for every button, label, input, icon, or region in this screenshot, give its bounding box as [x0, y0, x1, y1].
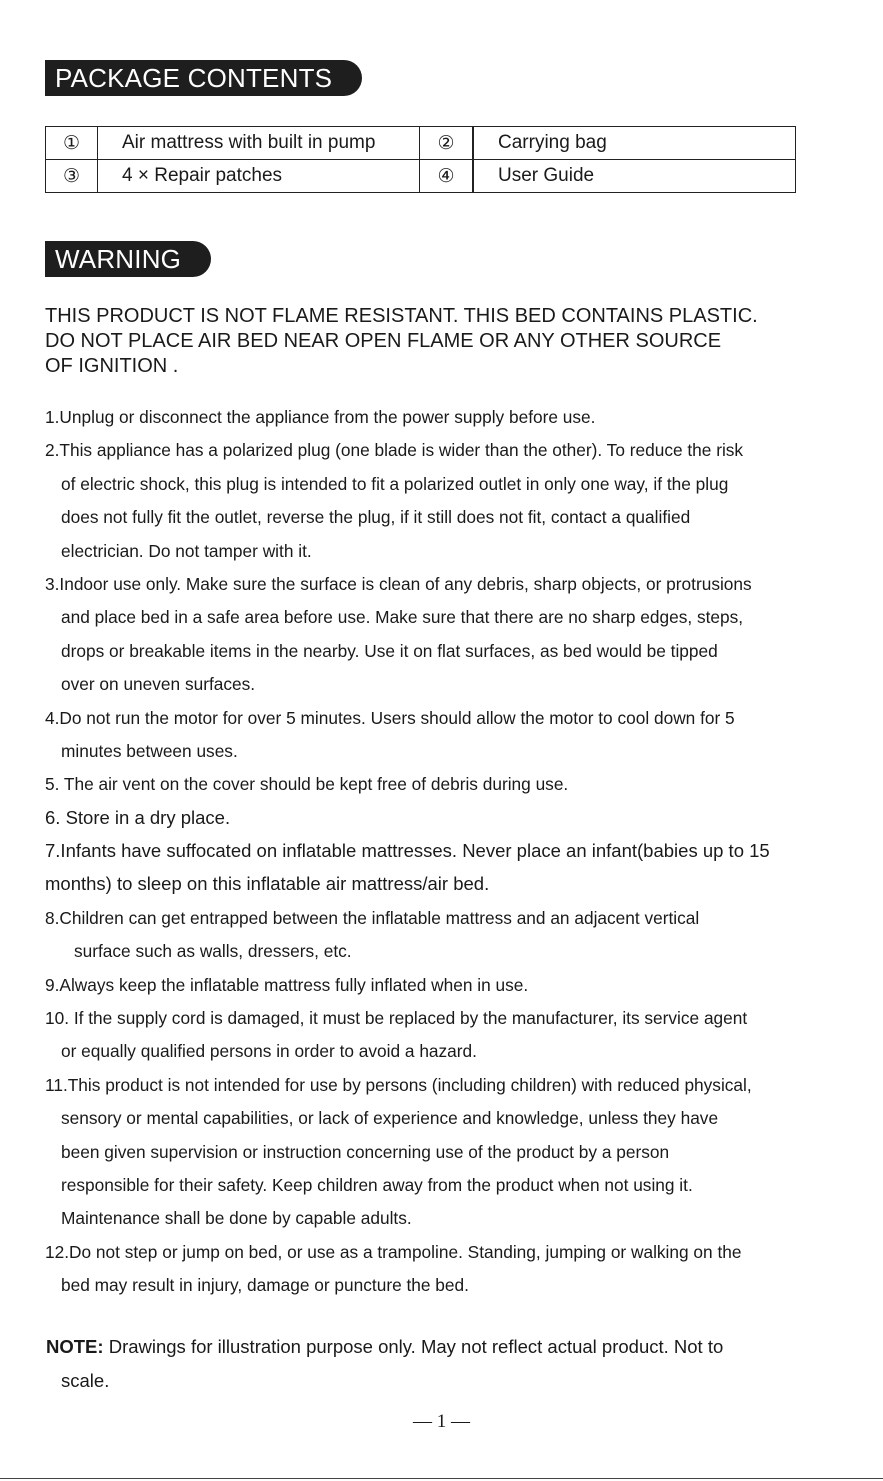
flame-warning-line: OF IGNITION .	[45, 355, 179, 377]
warning-line: electrician. Do not tamper with it.	[61, 540, 312, 561]
warning-line: sensory or mental capabilities, or lack of experience and knowledge, unless they have	[61, 1108, 719, 1129]
warning-line: 9.Always keep the inflatable mattress fully inflated when in use.	[45, 974, 529, 995]
item-number: ②	[420, 127, 474, 160]
page-number: — 1 —	[413, 1411, 470, 1432]
warning-line: 11.This product is not intended for use by persons (including children) with reduced physical,	[45, 1074, 752, 1095]
warning-line: of electric shock, this plug is intended to fit a polarized outlet in only one way, if the plug	[61, 473, 729, 494]
note	[46, 1330, 723, 1398]
bottom-divider	[0, 1478, 883, 1479]
warning-line: or equally qualified persons in order to avoid a hazard.	[61, 1041, 477, 1062]
warning-line: 12.Do not step or jump on bed, or use as a trampoline. Standing, jumping or walking on the	[45, 1241, 742, 1262]
warning-heading: WARNING	[45, 241, 211, 277]
note-line: scale.	[61, 1370, 110, 1391]
note-text: Drawings for illustration purpose only. May not reflect actual product. Not to	[103, 1336, 724, 1357]
item-label: Air mattress with built in pump	[98, 127, 420, 160]
package-contents-heading: PACKAGE CONTENTS	[45, 60, 362, 96]
warning-line: 3.Indoor use only. Make sure the surface is clean of any debris, sharp objects, or protrusions	[45, 573, 752, 594]
table-row	[46, 160, 796, 193]
warning-line: 1.Unplug or disconnect the appliance from the power supply before use.	[45, 407, 596, 427]
warning-line: 4.Do not run the motor for over 5 minutes. Users should allow the motor to cool down for 5	[45, 707, 735, 728]
note-line	[46, 1330, 723, 1364]
item-label: Carrying bag	[473, 127, 796, 160]
warning-line: drops or breakable items in the nearby. Use it on flat surfaces, as bed would be tipped	[61, 640, 718, 661]
flame-warning-line: DO NOT PLACE AIR BED NEAR OPEN FLAME OR ANY OTHER SOURCE	[45, 330, 722, 352]
item-number: ①	[46, 127, 98, 160]
warning-line: does not fully fit the outlet, reverse the plug, if it still does not fit, contact a qualified	[61, 507, 691, 528]
warning-line: 7.Infants have suffocated on inflatable mattresses. Never place an infant(babies up to 15	[45, 840, 770, 862]
warning-line: 2.This appliance has a polarized plug (one blade is wider than the other). To reduce the risk	[45, 440, 744, 461]
item-label: 4 × Repair patches	[98, 160, 420, 193]
table-row	[46, 127, 796, 160]
warning-line: 5. The air vent on the cover should be kept free of debris during use.	[45, 774, 569, 795]
note-label: NOTE:	[46, 1336, 104, 1357]
warning-line: responsible for their safety. Keep children away from the product when not using it.	[61, 1174, 693, 1195]
item-label: User Guide	[473, 160, 796, 193]
warning-list	[45, 402, 845, 1304]
warning-line: and place bed in a safe area before use. Make sure that there are no sharp edges, steps,	[61, 607, 744, 628]
warning-line: over on uneven surfaces.	[61, 674, 256, 695]
flame-warning-line: THIS PRODUCT IS NOT FLAME RESISTANT. THIS BED CONTAINS PLASTIC.	[45, 305, 758, 327]
warning-line: months) to sleep on this inflatable air mattress/air bed.	[45, 873, 490, 895]
package-contents-table	[45, 126, 796, 193]
warning-line: surface such as walls, dressers, etc.	[74, 941, 352, 962]
warning-line: 10. If the supply cord is damaged, it must be replaced by the manufacturer, its service agent	[45, 1008, 748, 1029]
warning-line: 6. Store in a dry place.	[45, 806, 231, 828]
item-number: ④	[420, 160, 474, 193]
warning-line: bed may result in injury, damage or puncture the bed.	[61, 1275, 469, 1296]
warning-line: Maintenance shall be done by capable adults.	[61, 1208, 412, 1229]
flame-warning	[45, 304, 845, 379]
warning-line: minutes between uses.	[61, 740, 238, 761]
warning-line: been given supervision or instruction concerning use of the product by a person	[61, 1141, 670, 1162]
item-number: ③	[46, 160, 98, 193]
warning-line: 8.Children can get entrapped between the inflatable mattress and an adjacent vertical	[45, 907, 700, 928]
